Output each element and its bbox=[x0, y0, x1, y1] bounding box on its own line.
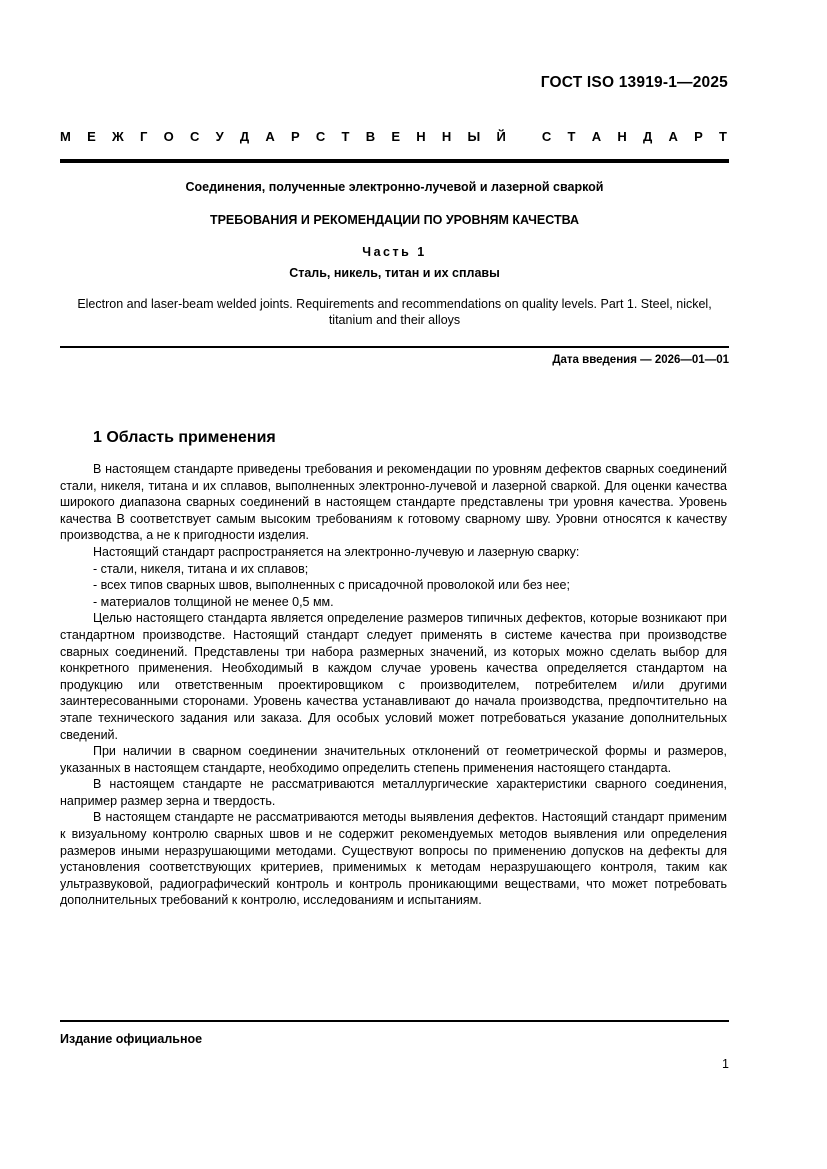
header-rule bbox=[60, 159, 729, 163]
english-title-line-1: Electron and laser-beam welded joints. Requirements and recommendations on quality levels. Part 1. Steel, nickel, bbox=[77, 297, 712, 311]
scope-list bbox=[60, 561, 727, 611]
interstate-letter: Н bbox=[441, 129, 452, 144]
title-line-1: Соединения, полученные электронно-лучевой и лазерной сваркой bbox=[185, 180, 604, 194]
interstate-letter: Е bbox=[391, 129, 401, 144]
interstate-letter: Т bbox=[341, 129, 350, 144]
interstate-standard-label bbox=[60, 129, 727, 144]
part-label: Часть 1 bbox=[362, 245, 427, 259]
introduction-date: Дата введения — 2026—01—01 bbox=[552, 354, 729, 366]
interstate-letter: Д bbox=[642, 129, 653, 144]
interstate-letter: Г bbox=[139, 129, 148, 144]
english-title bbox=[60, 296, 729, 328]
paragraph-2: Настоящий стандарт распространяется на электронно-лучевую и лазерную сварку: bbox=[93, 544, 580, 559]
interstate-letter: Ы bbox=[467, 129, 481, 144]
section-body bbox=[60, 461, 727, 909]
interstate-letter: С bbox=[541, 129, 552, 144]
interstate-letter: Р bbox=[694, 129, 703, 144]
subtitle: Сталь, никель, титан и их сплавы bbox=[289, 266, 500, 280]
interstate-letter: Е bbox=[87, 129, 96, 144]
interstate-letter: Д bbox=[239, 129, 250, 144]
interstate-letter: А bbox=[265, 129, 275, 144]
interstate-letter: Ж bbox=[111, 129, 124, 144]
list-item: - материалов толщиной не менее 0,5 мм. bbox=[93, 594, 334, 609]
interstate-letter: В bbox=[365, 129, 376, 144]
interstate-letter: С bbox=[315, 129, 326, 144]
interstate-letter: А bbox=[591, 129, 602, 144]
section-heading: 1 Область применения bbox=[93, 429, 276, 446]
interstate-letter: Н bbox=[617, 129, 627, 144]
footer-rule bbox=[60, 1020, 729, 1022]
official-edition-label: Издание официальное bbox=[60, 1032, 203, 1046]
interstate-letter: Т bbox=[567, 129, 576, 144]
paragraph-6: В настоящем стандарте не рассматриваются методы выявления дефектов. Настоящий стандарт применим к визуальному контролю сварных швов и не содержит рекомендуемых методов выявления или определения размеров иными неразрушающими методами. Существуют вопросы по применению допусков на дефекты для установления соответствующих критериев, применимых к методам неразрушающего контроля, таким как ультразвуковой, радиографический контроль и контроль проникающими веществами, что может потребовать дополнительных требований к контролю, исследованиям и испытаниям. bbox=[60, 810, 727, 908]
title-rule bbox=[60, 346, 729, 348]
english-title-line-2: titanium and their alloys bbox=[328, 313, 461, 327]
interstate-letter: Р bbox=[291, 129, 300, 144]
list-item: - стали, никеля, титана и их сплавов; bbox=[93, 561, 309, 576]
interstate-letter: А bbox=[668, 129, 678, 144]
title-line-2: ТРЕБОВАНИЯ И РЕКОМЕНДАЦИИ ПО УРОВНЯМ КАЧЕСТВА bbox=[209, 213, 580, 227]
interstate-letter: Н bbox=[416, 129, 426, 144]
interstate-letter: С bbox=[189, 129, 200, 144]
paragraph-4: При наличии в сварном соединении значительных отклонений от геометрической формы и размеров, указанных в настоящем стандарте, необходимо определить степень применения настоящего стандарта. bbox=[60, 744, 727, 775]
page-number: 1 bbox=[722, 1057, 729, 1071]
interstate-letter: У bbox=[215, 129, 224, 144]
list-item: - всех типов сварных швов, выполненных с присадочной проволокой или без нее; bbox=[93, 578, 570, 593]
interstate-letter: М bbox=[60, 129, 71, 144]
interstate-letter: Т bbox=[719, 129, 727, 144]
interstate-letter: Й bbox=[496, 129, 506, 144]
interstate-letter bbox=[522, 129, 526, 144]
paragraph-1: В настоящем стандарте приведены требования и рекомендации по уровням дефектов сварных соединений стали, никеля, титана и их сплавов, выполненных электронно-лучевой и лазерной сваркой. Для оценки качества широкого диапазона сварных соединений в настоящем стандарте представлены три уровня качества. Уровень качества B соответствует самым высоким требованиям к готовому сварному шву. Уровни относятся к качеству производства, а не к пригодности изделия. bbox=[60, 462, 727, 543]
paragraph-5: В настоящем стандарте не рассматриваются металлургические характеристики сварного соединения, например размер зерна и твердость. bbox=[60, 777, 727, 808]
paragraph-3: Целью настоящего стандарта является определение размеров типичных дефектов, которые возникают при стандартном производстве. Настоящий стандарт следует применять в системе качества при производстве сварных соединений. Представлены три набора размерных значений, из которых можно сделать выбор для конкретного применения. Необходимый в каждом случае уровень качества определяется стандартом на продукцию или ответственным проектировщиком с производителем, потребителем и/или другими заинтересованными сторонами. Уровень качества устанавливают до начала производства, предпочтительно на этапе технического задания или заказа. Для особых условий может потребоваться указание дополнительных сведений. bbox=[60, 611, 727, 742]
interstate-letter: О bbox=[163, 129, 174, 144]
document-number: ГОСТ ISO 13919-1—2025 bbox=[540, 74, 728, 91]
